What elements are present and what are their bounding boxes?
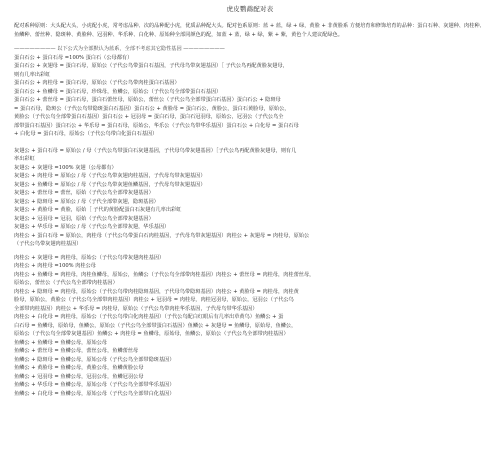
text-line: 鱼鳞公 + 黄脸母 = 鱼鳞公母，黄脸公母，鱼鳞黄脸公母 <box>14 365 144 371</box>
text-line: 鱼鳞公 + 鱼鳞母 = 鱼鳞公母，原始公母 <box>14 339 108 346</box>
text-line: 蛋白石公 + 蛋白石母 =100% 蛋白石（公母都有） <box>14 54 133 61</box>
text-line: 灰翅公 + 冠羽母 = 冠羽，原始（子代公鸟全部带灰翅基因） <box>14 215 154 222</box>
text-line: 率出彩虹 <box>14 156 35 162</box>
text-line: 部带蛋白石基因）蛋白石公 + 华乐母 = 蛋白石母，原始公，华乐公（子代公鸟带华乐基因）蛋白石公 + 白化母 = 蛋白石母 <box>14 122 299 129</box>
text-line: 则有几率出彩虹 <box>14 71 51 78</box>
text-line: 肉桂公 + 隐斑母 = 肉桂母，原始公（子代公鸟带肉桂隐斑基因，子代母鸟带隐斑基因）肉桂公 + 黄脸母 = 肉桂母，肉桂黄 <box>14 288 299 295</box>
text-line: 鱼鳞公 + 冠羽母 = 鱼鳞公母，冠羽公母，鱼鳞冠羽公母 <box>14 373 144 380</box>
text-line: 肉桂公 + 鱼鳞母 = 肉桂母，肉桂鱼鳞母，原始公，鱼鳞公（子代公鸟全部带肉桂基因）肉桂公 + 蕾丝母 = 肉桂母，肉桂蕾丝母， <box>14 271 315 278</box>
text-line: 蛋白石公 + 肉桂母 = 蛋白石母，原始公（子代公鸟带肉桂蛋白石基因） <box>14 80 180 86</box>
text-line: + 白化母 = 蛋白石母，原始公（子代公鸟带白化蛋白石基因） <box>14 131 158 137</box>
text-line: 蛋白石公 + 蕾丝母 = 蛋白石母，蛋白石蕾丝母，原始公，蕾丝公（子代公鸟全部带蛋白石基因）蛋白石公 + 隐斑母 <box>14 97 281 103</box>
text-line: 黄脸公（子代公鸟全部带蛋白石基因）蛋白石公 + 冠羽母 = 蛋白石母，蛋白石冠羽母，原始公，冠羽公（子代公鸟全 <box>14 114 284 120</box>
text-line: 灰翅公 + 华乐母 = 原始公 / 母（子代公鸟全部带灰翅，华乐基因） <box>14 224 170 230</box>
section-cinnamon <box>14 254 486 339</box>
section-divider: ———————— 以下公式为全部默认为蓝系，全部不考虑其它隐性基因 ———————— <box>14 46 225 52</box>
text-line: 原始公，蕾丝公（子代公鸟全部带肉桂基因） <box>14 280 118 286</box>
section-opal <box>14 54 486 139</box>
page-title: 虎皮鹦鹉配对表 <box>226 5 274 13</box>
text-line: 灰翅公 + 蕾丝母 = 蕾丝，原始（子代公鸟全部带灰翅基因） <box>14 190 154 196</box>
text-line: 鱼鳞公 + 白化母 = 鱼鳞公母，原始公母（子代公鸟全部带白化基因） <box>14 390 175 397</box>
text-line: （子代公鸟带灰翅肉桂基因） <box>14 241 82 247</box>
text-line: 蛋白石公 + 鱼鳞母 = 蛋白石母，珍珠母，鱼鳞公，原始公（子代公鸟全部带蛋白石基因） <box>14 88 222 95</box>
text-line: 灰翅公 + 蛋白石母 = 原始公 / 母（子代公鸟带蛋白石灰翅基因，子代母鸟带灰翅基因）［子代公鸟再配黄脸灰翅母，则有几 <box>14 147 297 154</box>
text-line: 灰翅公 + 鱼鳞母 = 原始公 / 母（子代公鸟带灰翅鱼鳞基因，子代母鸟带灰翅基因） <box>14 181 206 188</box>
text-line: 脸母，原始公，黄脸公（子代公鸟全部带肉桂基因）肉桂公 + 冠羽母 = 肉桂母，肉桂冠羽母，原始公，冠羽公（子代公鸟 <box>14 297 294 303</box>
section-greywing <box>14 147 486 249</box>
text-line: 鱼鳞公 + 蕾丝母 = 鱼鳞公母，蕾丝公母，鱼鳞蕾丝母 <box>14 348 139 354</box>
text-line: 全部带肉桂基因）肉桂公 + 华乐母 = 肉桂母，原始公（子代公鸟带肉桂华乐基因，子代母鸟带华乐基因） <box>14 305 258 312</box>
text-line: 蛋白石公 + 灰翅母 = 蛋白石母，原始公（子代公鸟带蛋白石基因，子代母鸟带灰翅基因）［ 子代公鸟再配黄脸灰翅母， <box>14 63 288 69</box>
intro-paragraph: 配对系种原则：大头配大头，小虎配小虎，常考虑品种、次的品种配小虎，优质品种配大头。配对色系原则：蓝 + 蓝，绿 + 绿，黄脸 + 非黄脸系 方便培育和修饰培育的品种：蛋白石种、灰翅种、肉桂种、鱼鳞种、蕾丝种、隐斑种、黄脸种、冠羽种、华乐种、白化种、原始种全部同颜色的配，如蓝 + 蓝，绿 + 绿，紫 + 紫，黄色个人建议配绿色。 <box>14 23 485 38</box>
text-line: 灰翅公 + 隐斑母 = 原始公 / 母（子代全部带灰翅，隐斑基因） <box>14 198 159 205</box>
section-spangle <box>14 339 486 399</box>
text-line: 鱼鳞公 + 隐斑母 = 鱼鳞公母，原始公母（子代公鸟全部带隐斑基因） <box>14 356 175 363</box>
text-line: 鱼鳞公 + 华乐母 = 鱼鳞公母，原始公母（子代公鸟全部带华乐基因） <box>14 382 175 388</box>
text-line: 肉桂公 + 灰翅母 = 肉桂母，原始公（子代公鸟带灰翅肉桂基因） <box>14 254 165 261</box>
text-line: 灰翅公 + 黄脸母 = 黄脸，原始［ 子代的黄脸配蛋白石灰翅有几率出彩虹 <box>14 207 182 213</box>
text-line: = 蛋白石母，隐斑公（子代公鸟带隐斑蛋白石基因）蛋白石公 + 黄脸母 = 蛋白石公，黄脸公，蛋白石黄脸母，原始公， <box>14 105 290 112</box>
text-line: 肉桂公 + 蛋白石母 = 原始公，肉桂母（子代公鸟带蛋白石肉桂基因，子代母鸟带灰翅基因）肉桂公 + 灰翅母 = 肉桂母，原始公 <box>14 232 310 239</box>
text-line: 灰翅公 + 灰翅母 =100% 灰翅（公母都有） <box>14 164 117 171</box>
text-line: 原始公（子代公鸟全部带灰翅基因）鱼鳞公 + 肉桂母 = 鱼鳞母，原始母，鱼鳞公，原始公（子代公鸟全部带肉桂基因） <box>14 331 289 337</box>
text-line: 肉桂公 + 肉桂母 =100% 肉桂公母 <box>14 263 96 269</box>
text-line: 肉桂公 + 白化母 = 肉桂母，原始公（子代公鸟带白化肉桂基因）（子代公鸟配白红眼后有几率出草黄鸟）鱼鳞公 + 蛋 <box>14 314 284 320</box>
text-line: 白石母 = 鱼鳞母，原始母，鱼鳞公，原始公（子代公鸟全部带蛋白石基因）鱼鳞公 + 灰翅母 = 鱼鳞母，原始母，鱼鳞公， <box>14 322 297 329</box>
text-line: 灰翅公 + 肉桂母 = 原始公 / 母（子代公鸟带灰翅肉桂基因，子代母鸟带灰翅基因） <box>14 173 206 179</box>
